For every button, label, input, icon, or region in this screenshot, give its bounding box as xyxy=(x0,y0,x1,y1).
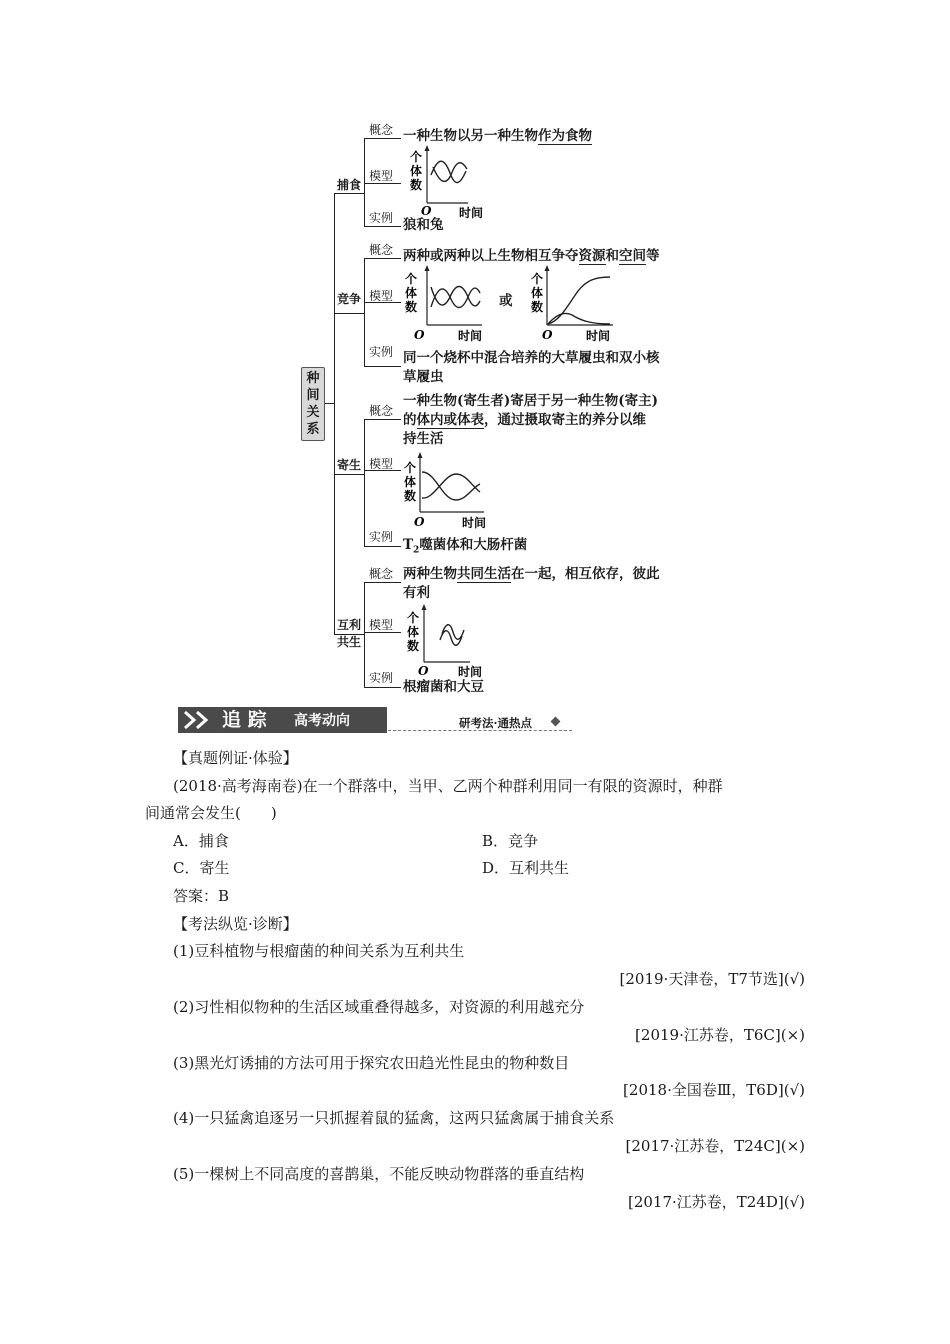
example-label: 实例 xyxy=(369,530,394,544)
axis-y-char: 体 xyxy=(407,625,420,639)
branch-name: 竞争 xyxy=(337,292,362,306)
axis-y-char: 数 xyxy=(405,300,418,314)
axis-x-label: 时间 xyxy=(462,516,487,530)
example-label: 实例 xyxy=(369,345,394,359)
competition-model-graph-a xyxy=(400,265,500,343)
branch-name: 寄生 xyxy=(337,458,362,472)
option-a: A．捕食 xyxy=(173,832,229,850)
connector xyxy=(364,632,401,633)
connector xyxy=(364,687,401,688)
item-text: (3)黑光灯诱捕的方法可用于探究农田趋光性昆虫的物种数目 xyxy=(173,1054,570,1072)
example-text: $T_2$噬菌体和大肠杆菌 xyxy=(403,537,528,556)
axis-y-char: 个 xyxy=(410,150,423,164)
answer-text: 答案：B xyxy=(173,887,230,905)
section-heading: 【考法纵览·诊断】 xyxy=(173,915,298,933)
example-label: 实例 xyxy=(369,211,394,225)
item-text: (2)习性相似物种的生活区域重叠得越多，对资源的利用越充分 xyxy=(173,998,585,1016)
root-node xyxy=(301,367,325,441)
model-label: 模型 xyxy=(369,618,394,632)
model-label: 模型 xyxy=(369,289,394,303)
concept-text: 两种或两种以上生物相互争夺资源和空间等 xyxy=(403,248,660,264)
item-text: (5)一棵树上不同高度的喜鹊巢，不能反映动物群落的垂直结构 xyxy=(173,1165,585,1183)
connector xyxy=(334,474,364,475)
competition-model-graph-b xyxy=(528,265,638,343)
axis-origin: O xyxy=(414,515,425,529)
axis-y-char: 体 xyxy=(404,475,417,489)
axis-origin: O xyxy=(421,204,432,218)
banner-right-text: 研考法·通热点 xyxy=(459,716,533,730)
parasitism-model-graph xyxy=(400,452,500,530)
connector xyxy=(364,138,401,139)
model-label: 模型 xyxy=(369,169,394,183)
connector xyxy=(364,582,401,583)
option-c: C．寄生 xyxy=(173,859,230,877)
option-b: B．竞争 xyxy=(482,832,539,850)
concept-text: 一种生物(寄生者)寄居于另一种生物(寄主) xyxy=(403,393,659,409)
connector xyxy=(364,138,365,226)
concept-text: 持生活 xyxy=(403,431,444,447)
concept-label: 概念 xyxy=(369,404,394,418)
axis-origin: O xyxy=(418,664,429,678)
branch-name: 捕食 xyxy=(337,178,362,192)
axis-x-label: 时间 xyxy=(458,665,483,679)
root-label: 种间关系 xyxy=(306,371,320,437)
concept-text: 的体内或体表，通过摄取寄主的养分以维 xyxy=(403,412,646,428)
axis-y-char: 个 xyxy=(531,272,544,286)
connector xyxy=(364,258,401,259)
concept-label: 概念 xyxy=(369,123,394,137)
banner-divider xyxy=(388,730,572,731)
item-source: [2017·江苏卷，T24C](×) xyxy=(625,1137,805,1155)
axis-origin: O xyxy=(414,328,425,342)
connector xyxy=(334,193,364,194)
connector xyxy=(364,419,401,420)
connector xyxy=(364,419,365,546)
axis-origin: O xyxy=(542,328,553,342)
axis-x-label: 时间 xyxy=(459,206,484,220)
axis-y-char: 个 xyxy=(404,461,417,475)
concept-text: 有利 xyxy=(403,585,430,601)
example-text: 狼和兔 xyxy=(403,217,444,233)
axis-y-char: 数 xyxy=(404,489,417,503)
item-source: [2017·江苏卷，T24D](√) xyxy=(627,1193,805,1211)
option-d: D．互利共生 xyxy=(482,859,570,877)
concept-label: 概念 xyxy=(369,243,394,257)
example-label: 实例 xyxy=(369,671,394,685)
connector xyxy=(334,313,364,314)
section-heading: 【真题例证·体验】 xyxy=(173,749,298,767)
concept-text: 两种生物共同生活在一起，相互依存，彼此 xyxy=(403,566,660,582)
diamond-icon xyxy=(551,717,561,727)
question-text: 间通常会发生( ) xyxy=(145,804,277,822)
item-source: [2019·江苏卷，T6C](×) xyxy=(635,1026,805,1044)
connector xyxy=(364,183,401,184)
axis-y-char: 数 xyxy=(410,178,423,192)
branch-name: 共生 xyxy=(337,635,362,649)
concept-label: 概念 xyxy=(369,567,394,581)
mutualism-model-graph xyxy=(400,604,500,680)
branch-name: 互利 xyxy=(337,618,362,632)
connector xyxy=(364,546,401,547)
axis-y-char: 数 xyxy=(531,300,544,314)
axis-x-label: 时间 xyxy=(458,329,483,343)
axis-y-char: 体 xyxy=(405,286,418,300)
concept-text: 一种生物以另一种生物作为食物 xyxy=(403,128,592,144)
double-chevron-icon xyxy=(182,710,216,730)
banner-title: 追 踪 xyxy=(222,709,267,731)
axis-y-char: 体 xyxy=(531,286,544,300)
model-label: 模型 xyxy=(369,457,394,471)
connector xyxy=(334,193,335,634)
axis-y-char: 个 xyxy=(405,272,418,286)
connector xyxy=(364,582,365,687)
connector xyxy=(364,258,365,366)
axis-y-char: 体 xyxy=(410,164,423,178)
example-text: 草履虫 xyxy=(403,369,444,385)
or-text: 或 xyxy=(499,293,513,309)
item-source: [2018·全国卷Ⅲ，T6D](√) xyxy=(623,1081,805,1099)
item-text: (1)豆科植物与根瘤菌的种间关系为互利共生 xyxy=(173,942,465,960)
connector xyxy=(364,366,401,367)
item-source: [2019·天津卷，T7节选](√) xyxy=(619,970,805,988)
section-banner xyxy=(178,707,387,733)
axis-y-char: 数 xyxy=(407,639,420,653)
axis-x-label: 时间 xyxy=(586,329,611,343)
example-text: 根瘤菌和大豆 xyxy=(403,679,484,695)
connector xyxy=(364,226,401,227)
banner-subtitle: 高考动向 xyxy=(294,713,350,729)
axis-y-char: 个 xyxy=(407,611,420,625)
item-text: (4)一只猛禽追逐另一只抓握着鼠的猛禽，这两只猛禽属于捕食关系 xyxy=(173,1109,615,1127)
predation-model-graph xyxy=(400,145,500,223)
example-text: 同一个烧杯中混合培养的大草履虫和双小核 xyxy=(403,350,660,366)
question-text: (2018·高考海南卷)在一个群落中，当甲、乙两个种群利用同一有限的资源时，种群 xyxy=(173,777,723,795)
